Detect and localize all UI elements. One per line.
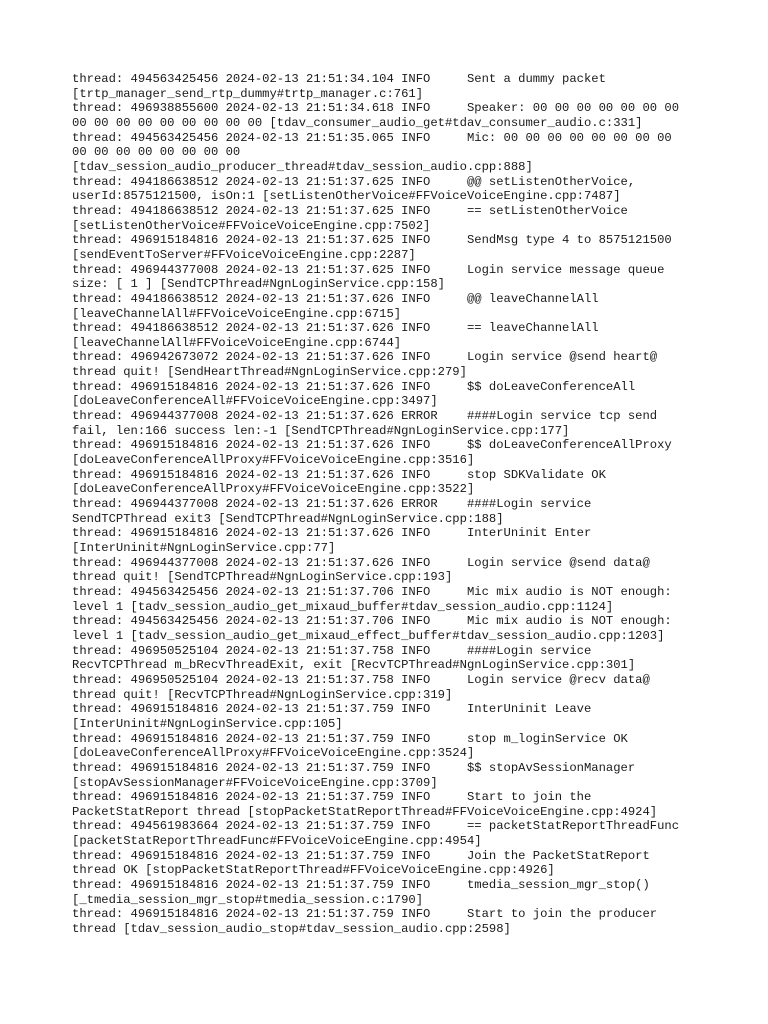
log-line: thread: 494186638512 2024-02-13 21:51:37.626 INFO == leaveChannelAll xyxy=(72,321,599,336)
log-entry xyxy=(72,526,712,555)
log-line: [tdav_session_audio_producer_thread#tdav_session_audio.cpp:888] xyxy=(72,159,533,174)
log-line: userId:8575121500, isOn:1 [setListenOtherVoice#FFVoiceVoiceEngine.cpp:7487] xyxy=(72,189,621,204)
log-line: SendTCPThread exit3 [SendTCPThread#NgnLoginService.cpp:188] xyxy=(72,511,504,526)
log-entry xyxy=(72,438,712,467)
log-line: 00 00 00 00 00 00 00 00 00 [tdav_consumer_audio_get#tdav_consumer_audio.c:331] xyxy=(72,115,643,130)
log-line: [_tmedia_session_mgr_stop#tmedia_session.c:1790] xyxy=(72,892,424,907)
log-line: thread: 496944377008 2024-02-13 21:51:37.625 INFO Login service message queue xyxy=(72,262,665,277)
log-entry xyxy=(72,907,712,936)
log-line: [packetStatReportThreadFunc#FFVoiceVoiceEngine.cpp:4954] xyxy=(72,834,482,849)
log-line: [stopAvSessionManager#FFVoiceVoiceEngine.cpp:3709] xyxy=(72,775,438,790)
log-entry xyxy=(72,732,712,761)
log-line: thread: 496915184816 2024-02-13 21:51:37.759 INFO stop m_loginService OK xyxy=(72,731,628,746)
log-entry xyxy=(72,321,712,350)
log-entry xyxy=(72,819,712,848)
log-entry xyxy=(72,849,712,878)
log-line: [doLeaveConferenceAllProxy#FFVoiceVoiceEngine.cpp:3516] xyxy=(72,453,475,468)
log-entry xyxy=(72,409,712,438)
log-entry xyxy=(72,233,712,262)
log-line: thread: 496915184816 2024-02-13 21:51:37.626 INFO InterUninit Enter xyxy=(72,526,592,541)
log-line: [InterUninit#NgnLoginService.cpp:77] xyxy=(72,541,336,555)
log-line: PacketStatReport thread [stopPacketStatReportThread#FFVoiceVoiceEngine.cpp:4924] xyxy=(72,804,658,819)
log-line: thread: 494186638512 2024-02-13 21:51:37.625 INFO == setListenOtherVoice xyxy=(72,203,628,218)
log-entry xyxy=(72,292,712,321)
log-line: thread: 496915184816 2024-02-13 21:51:37.759 INFO tmedia_session_mgr_stop() xyxy=(72,878,650,893)
log-line: RecvTCPThread m_bRecvThreadExit, exit [RecvTCPThread#NgnLoginService.cpp:301] xyxy=(72,658,636,673)
log-line: thread: 496915184816 2024-02-13 21:51:37.626 INFO $$ doLeaveConferenceAll xyxy=(72,379,636,394)
log-line: thread: 494186638512 2024-02-13 21:51:37.626 INFO @@ leaveChannelAll xyxy=(72,291,599,306)
log-line: thread: 496942673072 2024-02-13 21:51:37.626 INFO Login service @send heart@ xyxy=(72,350,658,365)
log-line: [doLeaveConferenceAll#FFVoiceVoiceEngine.cpp:3497] xyxy=(72,394,438,409)
log-entry xyxy=(72,131,712,175)
log-entry xyxy=(72,673,712,702)
log-line: thread quit! [RecvTCPThread#NgnLoginService.cpp:319] xyxy=(72,687,453,702)
log-line: thread: 496915184816 2024-02-13 21:51:37.759 INFO InterUninit Leave xyxy=(72,702,592,717)
log-line: thread: 496950525104 2024-02-13 21:51:37.758 INFO ####Login service xyxy=(72,643,592,658)
log-line: size: [ 1 ] [SendTCPThread#NgnLoginService.cpp:158] xyxy=(72,277,445,292)
log-line: [trtp_manager_send_rtp_dummy#trtp_manager.c:761] xyxy=(72,86,424,101)
log-line: thread: 494563425456 2024-02-13 21:51:37.706 INFO Mic mix audio is NOT enough: xyxy=(72,584,672,599)
log-line: thread: 496950525104 2024-02-13 21:51:37.758 INFO Login service @recv data@ xyxy=(72,672,650,687)
log-line: thread [tdav_session_audio_stop#tdav_session_audio.cpp:2598] xyxy=(72,922,511,937)
log-entry xyxy=(72,878,712,907)
log-entry xyxy=(72,101,712,130)
log-line: thread: 496944377008 2024-02-13 21:51:37.626 ERROR ####Login service tcp send xyxy=(72,409,658,424)
log-entry xyxy=(72,380,712,409)
log-entry xyxy=(72,644,712,673)
log-line: level 1 [tadv_session_audio_get_mixaud_buffer#tdav_session_audio.cpp:1124] xyxy=(72,599,614,614)
log-line: thread: 494563425456 2024-02-13 21:51:37.706 INFO Mic mix audio is NOT enough: xyxy=(72,614,672,629)
log-line: thread: 494186638512 2024-02-13 21:51:37.625 INFO @@ setListenOtherVoice, xyxy=(72,174,636,189)
log-line: thread: 496915184816 2024-02-13 21:51:37.759 INFO $$ stopAvSessionManager xyxy=(72,760,636,775)
log-entry xyxy=(72,614,712,643)
log-line: thread: 496944377008 2024-02-13 21:51:37.626 ERROR ####Login service xyxy=(72,497,592,512)
log-line: [doLeaveConferenceAllProxy#FFVoiceVoiceEngine.cpp:3522] xyxy=(72,482,475,497)
log-line: thread: 496915184816 2024-02-13 21:51:37.759 INFO Start to join the producer xyxy=(72,907,658,922)
log-line: [leaveChannelAll#FFVoiceVoiceEngine.cpp:6744] xyxy=(72,335,402,350)
log-line: [InterUninit#NgnLoginService.cpp:105] xyxy=(72,716,343,731)
log-entry xyxy=(72,72,712,101)
log-line: thread: 496915184816 2024-02-13 21:51:37.626 INFO stop SDKValidate OK xyxy=(72,467,606,482)
log-entry xyxy=(72,585,712,614)
log-line: thread OK [stopPacketStatReportThread#FFVoiceVoiceEngine.cpp:4926] xyxy=(72,863,555,878)
log-line: fail, len:166 success len:-1 [SendTCPThread#NgnLoginService.cpp:177] xyxy=(72,423,570,438)
log-entry xyxy=(72,204,712,233)
log-line: 00 00 00 00 00 00 00 00 xyxy=(72,145,241,160)
log-entry xyxy=(72,175,712,204)
log-entry xyxy=(72,350,712,379)
log-entry xyxy=(72,761,712,790)
log-line: thread: 496915184816 2024-02-13 21:51:37.759 INFO Join the PacketStatReport xyxy=(72,848,650,863)
log-line: level 1 [tadv_session_audio_get_mixaud_effect_buffer#tdav_session_audio.cpp:1203] xyxy=(72,628,665,643)
log-line: [setListenOtherVoice#FFVoiceVoiceEngine.cpp:7502] xyxy=(72,218,431,233)
log-line: thread: 494563425456 2024-02-13 21:51:35.065 INFO Mic: 00 00 00 00 00 00 00 00 xyxy=(72,130,672,145)
log-line: thread: 494561983664 2024-02-13 21:51:37.759 INFO == packetStatReportThreadFunc xyxy=(72,819,680,834)
log-line: thread quit! [SendHeartThread#NgnLoginService.cpp:279] xyxy=(72,365,467,380)
log-line: thread: 494563425456 2024-02-13 21:51:34.104 INFO Sent a dummy packet xyxy=(72,72,606,86)
log-line: [doLeaveConferenceAllProxy#FFVoiceVoiceEngine.cpp:3524] xyxy=(72,746,475,761)
log-line: thread: 496915184816 2024-02-13 21:51:37.626 INFO $$ doLeaveConferenceAllProxy xyxy=(72,438,672,453)
log-line: thread: 496915184816 2024-02-13 21:51:37.625 INFO SendMsg type 4 to 8575121500 xyxy=(72,233,672,248)
log-line: thread quit! [SendTCPThread#NgnLoginService.cpp:193] xyxy=(72,570,453,585)
log-entry xyxy=(72,497,712,526)
log-line: thread: 496915184816 2024-02-13 21:51:37.759 INFO Start to join the xyxy=(72,790,592,805)
log-line: thread: 496938855600 2024-02-13 21:51:34.618 INFO Speaker: 00 00 00 00 00 00 00 xyxy=(72,101,680,116)
log-entry xyxy=(72,790,712,819)
log-line: [sendEventToServer#FFVoiceVoiceEngine.cpp:2287] xyxy=(72,247,416,262)
log-entry xyxy=(72,263,712,292)
log-line: [leaveChannelAll#FFVoiceVoiceEngine.cpp:6715] xyxy=(72,306,402,321)
log-entry xyxy=(72,556,712,585)
log-entry xyxy=(72,468,712,497)
log-line: thread: 496944377008 2024-02-13 21:51:37.626 INFO Login service @send data@ xyxy=(72,555,650,570)
log-entry xyxy=(72,702,712,731)
log-document xyxy=(72,72,712,937)
